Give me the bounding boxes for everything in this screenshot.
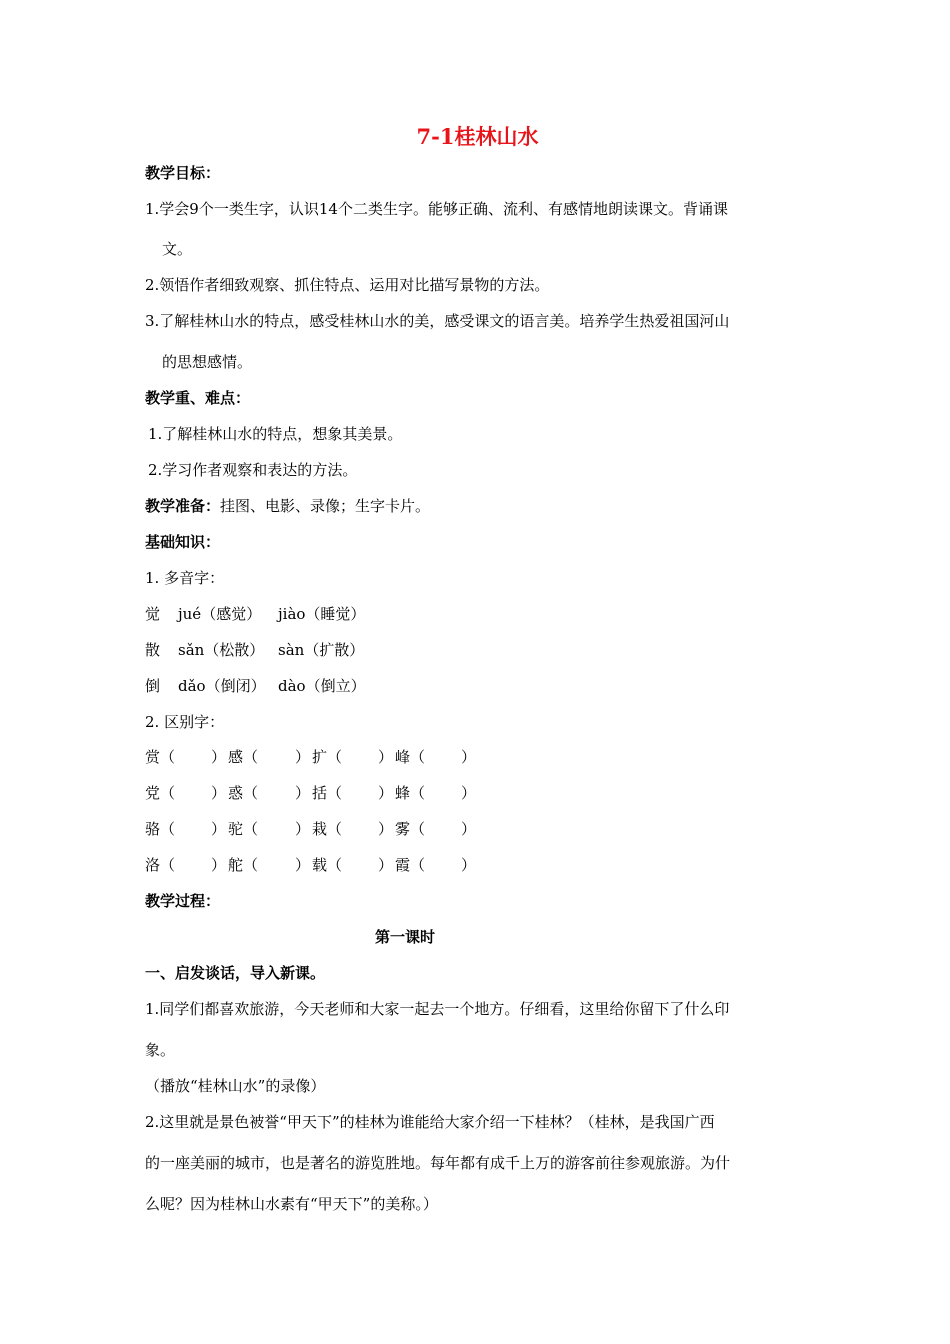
distinguish-char: 洛（ [145,856,176,874]
distinguish-char: 扩（ [312,748,343,766]
section-1-heading: 一、启发谈话，导入新课。 [145,964,326,982]
preparation [145,495,430,517]
key-point-1: 1.了解桂林山水的特点，想象其美景。 [148,425,403,443]
document-title: 7-1桂林山水 [416,124,539,149]
blank-close: ） [461,856,477,874]
polyphone-reading: jué（感觉） [178,605,262,623]
distinguish-char: 载（ [312,856,343,874]
paragraph-2-line-2: 的一座美丽的城市，也是著名的游览胜地。每年都有成千上万的游客前往参观旅游。为什 [145,1154,731,1172]
goal-1-line-1: 1.学会9个一类生字，认识14个二类生字。能够正确、流利、有感情地朗读课文。背诵课 [145,200,728,218]
blank-close: ） [461,748,477,766]
distinguish-row [145,818,545,840]
polyphone-reading: dào（倒立） [278,677,366,695]
distinguish-char: 括（ [312,784,343,802]
blank-close: ） [461,820,477,838]
blank-close: ） [295,820,311,838]
paragraph-1-line-2: 象。 [145,1041,176,1059]
goals-heading: 教学目标： [145,164,221,182]
polyphone-reading: sǎn（松散） [178,641,265,659]
blank-close: ） [378,820,394,838]
goal-2: 2.领悟作者细致观察、抓住特点、运用对比描写景物的方法。 [145,276,550,294]
blank-close: ） [211,748,227,766]
distinguish-char: 驼（ [228,820,259,838]
blank-close: ） [461,784,477,802]
distinguish-char: 栽（ [312,820,343,838]
polyphone-char: 散 [145,641,161,659]
distinguish-char: 霞（ [395,856,426,874]
distinguish-char: 党（ [145,784,176,802]
distinguish-row [145,782,545,804]
goal-3-line-1: 3.了解桂林山水的特点，感受桂林山水的美，感受课文的语言美。培养学生热爱祖国河山 [145,312,730,330]
blank-close: ） [211,820,227,838]
polyphone-reading: sàn（扩散） [278,641,365,659]
distinguish-char: 感（ [228,748,259,766]
goal-1-line-2: 文。 [162,240,193,258]
blank-close: ） [378,784,394,802]
preparation-text: 挂图、电影、录像；生字卡片。 [220,497,431,515]
goal-3-line-2: 的思想感情。 [162,353,253,371]
blank-close: ） [378,856,394,874]
distinguish-char: 雾（ [395,820,426,838]
distinguish-char: 赏（ [145,748,176,766]
paragraph-2-line-1: 2.这里就是景色被誉“甲天下”的桂林为谁能给大家介绍一下桂林？（桂林，是我国广西 [145,1113,715,1131]
key-points-heading: 教学重、难点： [145,389,251,407]
paragraph-2-line-3: 么呢？因为桂林山水素有“甲天下”的美称。） [145,1195,438,1213]
distinguish-char: 峰（ [395,748,426,766]
polyphone-reading: jiào（睡觉） [278,605,366,623]
distinguish-char: 骆（ [145,820,176,838]
lesson-title: 第一课时 [374,928,435,946]
blank-close: ） [295,856,311,874]
distinguish-char: 惑（ [228,784,259,802]
basic-knowledge-heading: 基础知识： [145,533,221,551]
key-point-2: 2.学习作者观察和表达的方法。 [148,461,358,479]
distinguish-heading: 2. 区别字： [145,713,225,731]
paragraph-1-note: （播放“桂林山水”的录像） [145,1077,326,1095]
blank-close: ） [211,856,227,874]
distinguish-row [145,746,545,768]
polyphone-heading: 1. 多音字： [145,569,225,587]
polyphone-row [145,675,545,697]
blank-close: ） [295,784,311,802]
blank-close: ） [295,748,311,766]
polyphone-row [145,603,545,625]
polyphone-char: 倒 [145,677,161,695]
process-heading: 教学过程： [145,892,221,910]
distinguish-char: 舵（ [228,856,259,874]
distinguish-char: 蜂（ [395,784,426,802]
blank-close: ） [378,748,394,766]
polyphone-char: 觉 [145,605,161,623]
polyphone-row [145,639,545,661]
polyphone-reading: dǎo（倒闭） [178,677,266,695]
distinguish-row [145,854,545,876]
preparation-label: 教学准备： [145,497,221,515]
blank-close: ） [211,784,227,802]
paragraph-1-line-1: 1.同学们都喜欢旅游，今天老师和大家一起去一个地方。仔细看，这里给你留下了什么印 [145,1000,730,1018]
